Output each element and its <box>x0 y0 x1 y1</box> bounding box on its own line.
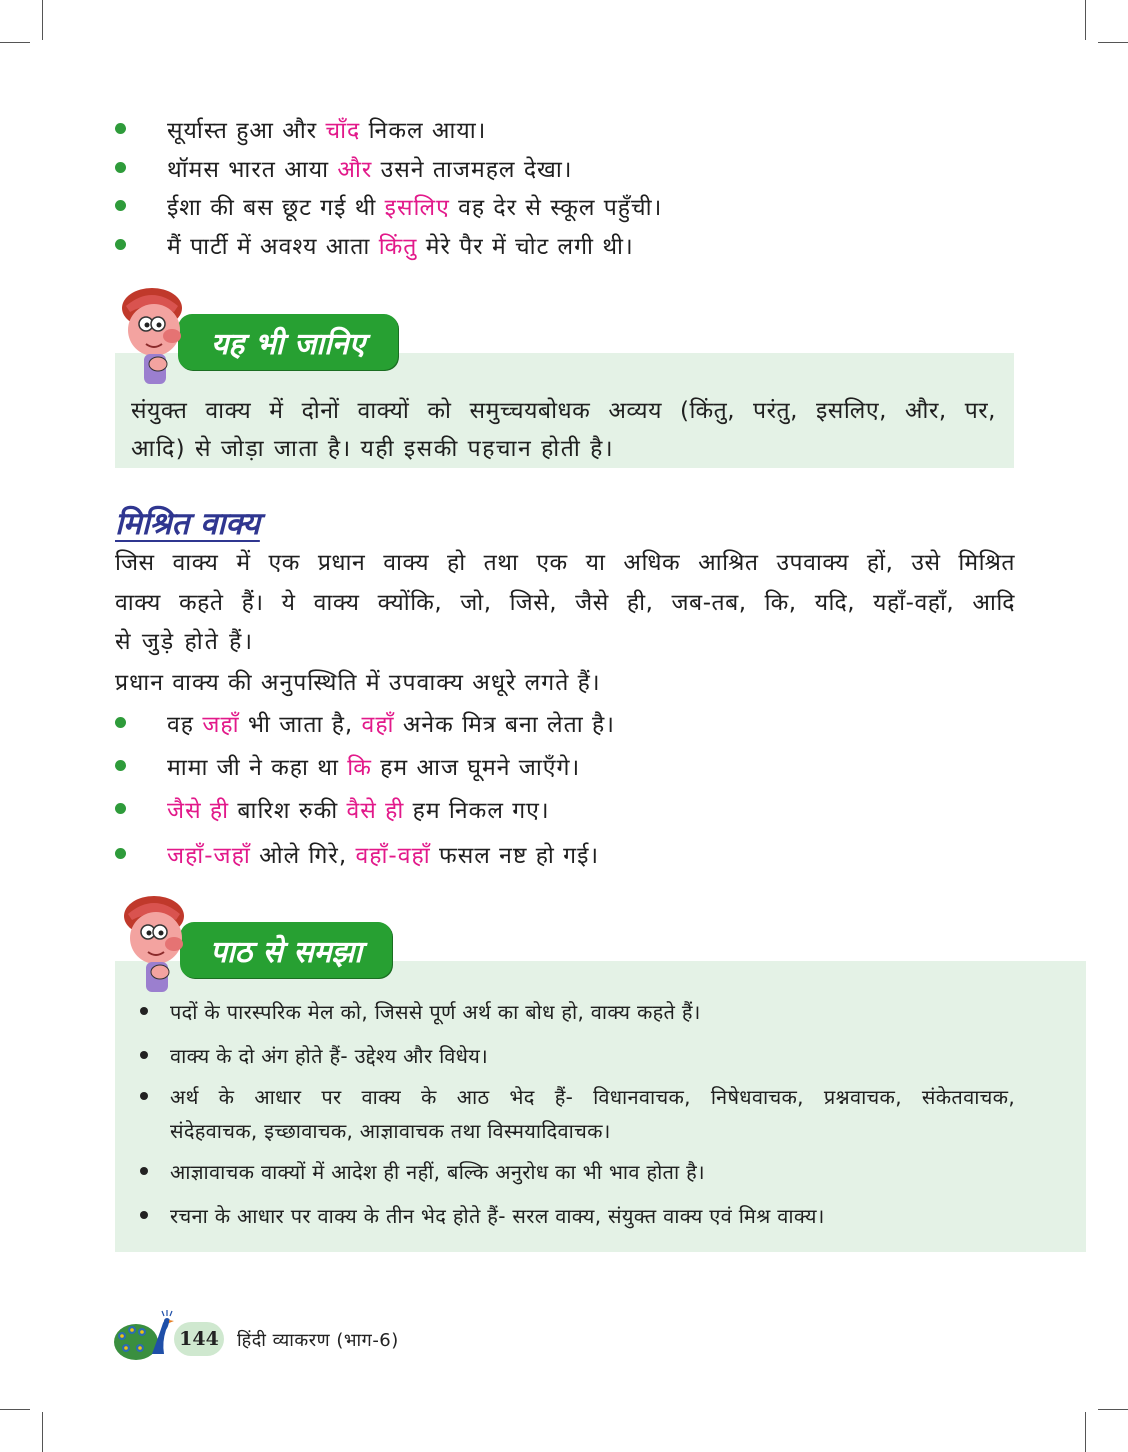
crop-mark <box>1098 1409 1128 1410</box>
bullet-icon <box>115 162 126 173</box>
bullet-icon <box>115 760 126 771</box>
bullet-icon <box>115 123 126 134</box>
crop-mark <box>0 42 30 43</box>
summary-item-text: वाक्य के दो अंग होते हैं- उद्देश्य और विधेय। <box>170 1044 489 1068</box>
section-heading: मिश्रित वाक्य <box>115 506 260 542</box>
crop-mark <box>42 1412 43 1452</box>
example-text: मेरे पैर में चोट लगी थी। <box>417 234 634 260</box>
crop-mark <box>42 0 43 40</box>
bullet-icon <box>140 1092 148 1100</box>
bullet-icon <box>115 239 126 250</box>
know-more-title: यह भी जानिए <box>210 326 366 362</box>
note-line: प्रधान वाक्य की अनुपस्थिति में उपवाक्य अधूरे लगते हैं। <box>115 670 601 696</box>
summary-title-tag <box>180 922 392 978</box>
summary-item-text: संदेहवाचक, इच्छावाचक, आज्ञावाचक तथा विस्मयादिवाचक। <box>170 1119 611 1143</box>
know-more-title-tag <box>178 314 398 370</box>
conjunction-highlight: चाँद <box>325 118 361 144</box>
conjunction-highlight: और <box>337 157 373 183</box>
connector-highlight: वैसे ही <box>346 798 405 824</box>
bullet-icon <box>140 1211 148 1219</box>
example-text: उसने ताजमहल देखा। <box>372 157 573 183</box>
example-text: बारिश रुकी <box>229 798 347 824</box>
bullet-icon <box>140 1051 148 1059</box>
bullet-icon <box>115 200 126 211</box>
example-text: वह देर से स्कूल पहुँची। <box>449 195 663 221</box>
example-text: निकल आया। <box>360 118 487 144</box>
example-text: मामा जी ने कहा था <box>167 755 348 781</box>
connector-highlight: वहाँ <box>361 712 395 738</box>
crop-mark <box>1085 1412 1086 1452</box>
mascot-boy-icon <box>114 890 194 996</box>
summary-item-text: अर्थ के आधार पर वाक्य के आठ भेद हैं- विधानवाचक, निषेधवाचक, प्रश्नवाचक, संकेतवाचक, <box>170 1085 1015 1109</box>
summary-title: पाठ से समझा <box>209 934 363 970</box>
example-text: ओले गिरे, <box>250 843 356 869</box>
summary-item-text: रचना के आधार पर वाक्य के तीन भेद होते हैं- सरल वाक्य, संयुक्त वाक्य एवं मिश्र वाक्य। <box>170 1204 825 1228</box>
definition-line: से जुड़े होते हैं। <box>115 629 255 655</box>
example-text: अनेक मित्र बना लेता है। <box>394 712 615 738</box>
connector-highlight: वहाँ-वहाँ <box>355 843 431 869</box>
example-text: हम आज घूमने जाएँगे। <box>371 755 581 781</box>
example-text: सूर्यास्त हुआ और <box>167 118 326 144</box>
bullet-icon <box>115 848 126 859</box>
crop-mark <box>1098 42 1128 43</box>
connector-highlight: कि <box>347 755 372 781</box>
connector-highlight: जैसे ही <box>167 798 230 824</box>
example-text: मैं पार्टी में अवश्य आता <box>167 234 379 260</box>
connector-highlight: जहाँ-जहाँ <box>167 843 251 869</box>
mascot-boy-icon <box>112 282 192 388</box>
bullet-icon <box>115 803 126 814</box>
page-number: 144 <box>179 1328 219 1350</box>
conjunction-highlight: किंतु <box>378 234 418 260</box>
example-text: थॉमस भारत आया <box>167 157 338 183</box>
crop-mark <box>1085 0 1086 40</box>
example-text: ईशा की बस छूट गई थी <box>167 195 385 221</box>
example-text: वह <box>167 712 203 738</box>
crop-mark <box>0 1409 30 1410</box>
know-more-text-line: आदि) से जोड़ा जाता है। यही इसकी पहचान होती है। <box>131 436 615 462</box>
bullet-icon <box>140 1007 148 1015</box>
page-number-badge <box>174 1322 224 1356</box>
example-text: भी जाता है, <box>239 712 362 738</box>
know-more-text-line: संयुक्त वाक्य में दोनों वाक्यों को समुच्चयबोधक अव्यय (किंतु, परंतु, इसलिए, और, पर, <box>131 398 996 424</box>
book-title: हिंदी व्याकरण (भाग-6) <box>237 1330 399 1351</box>
summary-item-text: आज्ञावाचक वाक्यों में आदेश ही नहीं, बल्कि अनुरोध का भी भाव होता है। <box>170 1160 705 1184</box>
example-text: फसल नष्ट हो गई। <box>430 843 600 869</box>
conjunction-highlight: इसलिए <box>384 195 450 221</box>
bullet-icon <box>140 1167 148 1175</box>
summary-item-text: पदों के पारस्परिक मेल को, जिससे पूर्ण अर्थ का बोध हो, वाक्य कहते हैं। <box>170 1000 701 1024</box>
example-text: हम निकल गए। <box>404 798 550 824</box>
connector-highlight: जहाँ <box>202 712 240 738</box>
bullet-icon <box>115 717 126 728</box>
definition-line: जिस वाक्य में एक प्रधान वाक्य हो तथा एक या अधिक आश्रित उपवाक्य हों, उसे मिश्रित <box>115 550 1015 576</box>
definition-line: वाक्य कहते हैं। ये वाक्य क्योंकि, जो, जिसे, जैसे ही, जब-तब, कि, यदि, यहाँ-वहाँ, आदि <box>115 590 1015 616</box>
